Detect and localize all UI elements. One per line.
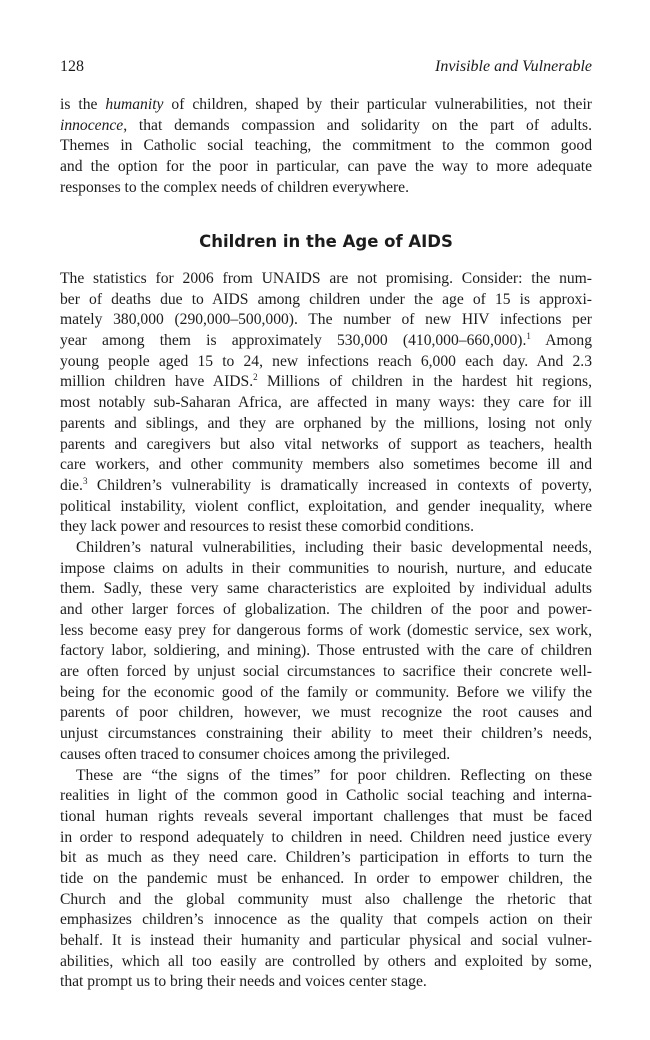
text-line: innocence, that demands compassion and solidarity on the part of adults. <box>60 116 592 134</box>
footnote-marker: 1 <box>526 331 531 342</box>
running-head: Invisible and Vulnerable <box>435 58 592 75</box>
text-line: Children’s natural vulnerabilities, including their basic developmental needs, <box>76 538 592 556</box>
text-line: These are “the signs of the times” for poor children. Reflecting on these <box>76 766 592 784</box>
text-line: abilities, which all too easily are controlled by others and exploited by some, <box>60 952 592 970</box>
text-line: emphasizes children’s innocence as the quality that compels action on their <box>60 911 592 929</box>
text-line: parents of poor children, however, we must recognize the root causes and <box>60 704 592 722</box>
text-line: is the humanity of children, shaped by their particular vulnerabilities, not their <box>60 96 593 113</box>
text-line: The statistics for 2006 from UNAIDS are not promising. Consider: the num- <box>60 270 592 287</box>
text-line: responses to the complex needs of children everywhere. <box>60 178 410 196</box>
text-line: less become easy prey for dangerous forms of work (domestic service, sex work, <box>60 621 592 639</box>
footnote-marker: 2 <box>253 372 258 383</box>
intro-paragraph <box>60 95 592 198</box>
text-line: die.$^3$ Children’s vulnerability is dramatically increased in contexts of poverty, <box>60 475 592 494</box>
text-line: tide on the pandemic must be enhanced. In order to empower children, the <box>60 869 592 887</box>
text-line: care workers, and other community members also sometimes become ill and <box>60 456 592 474</box>
text-line: ber of deaths due to AIDS among children under the age of 15 is approxi- <box>60 290 592 308</box>
text-line: parents and siblings, and they are orphaned by the millions, losing not only <box>60 414 592 432</box>
text-line: and other larger forces of globalization. The children of the poor and power- <box>60 601 592 618</box>
text-line: million children have AIDS.$^2$ Millions of children in the hardest hit regions, <box>60 372 592 391</box>
text-line: that prompt us to bring their needs and voices center stage. <box>60 973 427 991</box>
text-line: year among them is approximately 530,000 (410,000–660,000).$^1$ Among <box>60 331 592 350</box>
text-line: tional human rights reveals several important challenges that must be faced <box>60 807 592 825</box>
text-line: are often forced by unjust social circumstances to sacrifice their concrete well- <box>60 663 592 681</box>
text-line: behalf. It is instead their humanity and particular physical and social vulner- <box>60 932 592 949</box>
text-line: and the option for the poor in particular, can pave the way to more adequate <box>60 158 592 176</box>
text-line: Church and the global community must also challenge the rhetoric that <box>60 890 592 908</box>
text-line: factory labor, soldiering, and mining). Those entrusted with the care of children <box>60 642 592 660</box>
text-line: them. Sadly, these very same characteristics are exploited by individual adults <box>60 580 592 598</box>
emphasis: humanity <box>105 96 164 113</box>
text-line: most notably sub-Saharan Africa, are affected in many ways: they care for ill <box>60 394 592 412</box>
text-line: bit as much as they need care. Children’s participation in efforts to turn the <box>60 849 592 867</box>
emphasis: innocence <box>60 116 124 134</box>
text-line: realities in light of the common good in Catholic social teaching and interna- <box>60 787 592 805</box>
footnote-marker: 3 <box>82 475 88 486</box>
text-line: political instability, violent conflict, exploitation, and gender inequality, where <box>60 497 592 515</box>
page-number: 128 <box>60 58 84 75</box>
text-line: in order to respond adequately to children in need. Children need justice every <box>60 828 592 846</box>
text-line: Themes in Catholic social teaching, the commitment to the common good <box>60 137 592 155</box>
section-body <box>60 269 592 993</box>
text-line: being for the economic good of the family or community. Before we vilify the <box>60 683 592 701</box>
text-line: parents and caregivers but also vital networks of support as teachers, health <box>60 435 592 453</box>
text-line: young people aged 15 to 24, new infections reach 6,000 each day. And 2.3 <box>60 352 592 370</box>
text-line: mately 380,000 (290,000–500,000). The number of new HIV infections per <box>60 311 592 329</box>
text-line: unjust circumstances constraining their ability to meet their children’s needs, <box>60 725 592 743</box>
text-line: impose claims on adults in their communities to nourish, nurture, and educate <box>60 559 592 577</box>
text-line: causes often traced to consumer choices among the privileged. <box>60 745 451 763</box>
section-heading: Children in the Age of AIDS <box>199 232 453 251</box>
text-line: they lack power and resources to resist these comorbid conditions. <box>60 518 474 536</box>
